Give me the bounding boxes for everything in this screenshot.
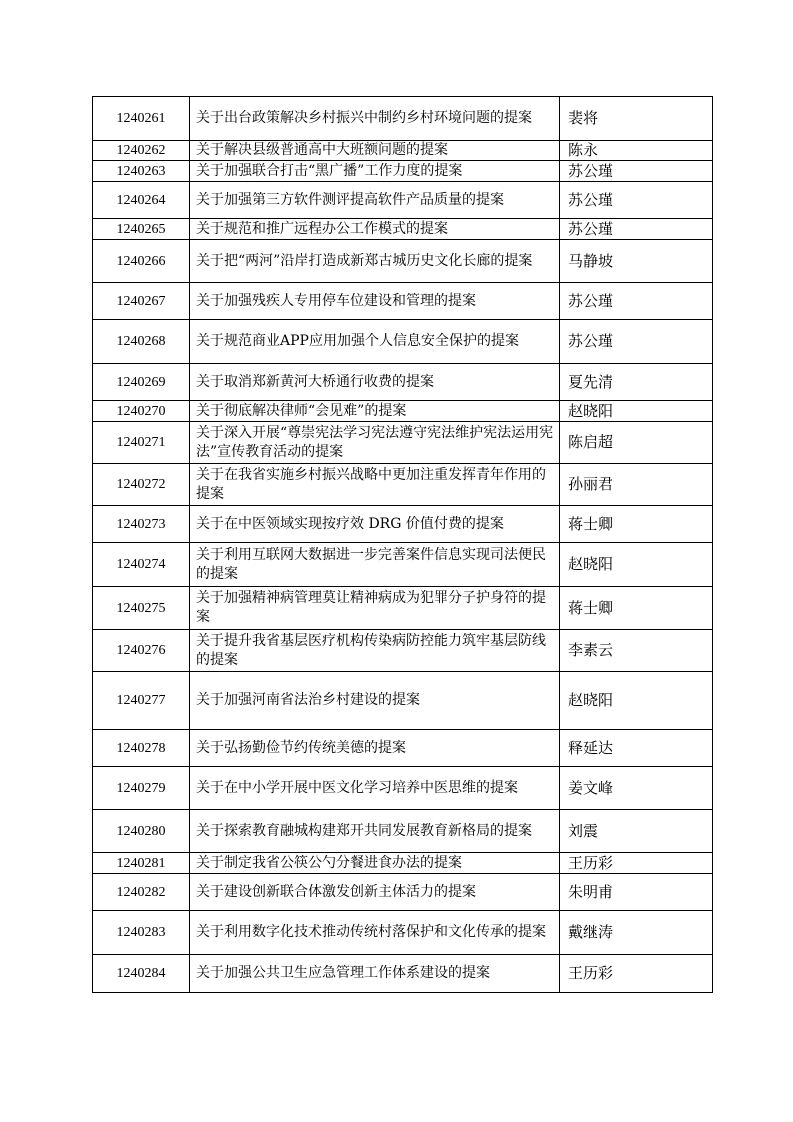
proposal-number: 1240265: [93, 219, 190, 240]
proposal-title: 关于弘扬勤俭节约传统美德的提案: [190, 730, 560, 767]
table-row: [93, 810, 713, 853]
proposer-name: 赵晓阳: [560, 672, 713, 730]
proposer-name: 苏公瑾: [560, 219, 713, 240]
proposal-number: 1240272: [93, 464, 190, 506]
proposer-name: 释延达: [560, 730, 713, 767]
table-row: [93, 874, 713, 911]
proposal-number: 1240262: [93, 141, 190, 161]
proposal-title: 关于探索教育融城构建郑开共同发展教育新格局的提案: [190, 810, 560, 853]
proposer-name: 陈启超: [560, 422, 713, 464]
proposal-title: 关于加强公共卫生应急管理工作体系建设的提案: [190, 955, 560, 993]
proposer-name: 赵晓阳: [560, 401, 713, 422]
table-row: [93, 955, 713, 993]
proposal-title: 关于规范和推广远程办公工作模式的提案: [190, 219, 560, 240]
proposal-title: 关于出台政策解决乡村振兴中制约乡村环境问题的提案: [190, 97, 560, 141]
proposal-number: 1240282: [93, 874, 190, 911]
proposal-title: 关于在我省实施乡村振兴战略中更加注重发挥青年作用的提案: [190, 464, 560, 506]
table-row: [93, 911, 713, 955]
proposal-title: 关于在中医领域实现按疗效 DRG 价值付费的提案: [190, 506, 560, 543]
proposal-number: 1240276: [93, 630, 190, 672]
proposal-title: 关于在中小学开展中医文化学习培养中医思维的提案: [190, 767, 560, 810]
proposal-number: 1240283: [93, 911, 190, 955]
table-row: [93, 219, 713, 240]
proposer-name: 蒋士卿: [560, 506, 713, 543]
proposer-name: 夏先清: [560, 364, 713, 401]
proposer-name: 王历彩: [560, 955, 713, 993]
proposer-name: 姜文峰: [560, 767, 713, 810]
proposal-table: [92, 96, 713, 993]
proposer-name: 苏公瑾: [560, 182, 713, 219]
table-row: [93, 283, 713, 320]
proposal-title: 关于建设创新联合体激发创新主体活力的提案: [190, 874, 560, 911]
table-row: [93, 182, 713, 219]
proposal-number: 1240269: [93, 364, 190, 401]
table-row: [93, 141, 713, 161]
proposer-name: 朱明甫: [560, 874, 713, 911]
proposer-name: 刘震: [560, 810, 713, 853]
proposal-number: 1240278: [93, 730, 190, 767]
table-row: [93, 767, 713, 810]
proposal-title: 关于利用互联网大数据进一步完善案件信息实现司法便民的提案: [190, 543, 560, 587]
table-row: [93, 97, 713, 141]
proposer-name: 王历彩: [560, 853, 713, 874]
table-row: [93, 364, 713, 401]
proposal-number: 1240263: [93, 161, 190, 182]
proposal-title: 关于解决县级普通高中大班额问题的提案: [190, 141, 560, 161]
proposer-name: 孙丽君: [560, 464, 713, 506]
proposer-name: 苏公瑾: [560, 283, 713, 320]
proposer-name: 陈永: [560, 141, 713, 161]
proposal-title: 关于加强联合打击“黑广播”工作力度的提案: [190, 161, 560, 182]
proposer-name: 蒋士卿: [560, 587, 713, 630]
table-row: [93, 853, 713, 874]
proposal-number: 1240261: [93, 97, 190, 141]
proposer-name: 马静坡: [560, 240, 713, 283]
table-row: [93, 630, 713, 672]
proposal-number: 1240267: [93, 283, 190, 320]
table-row: [93, 587, 713, 630]
table-row: [93, 401, 713, 422]
table-row: [93, 506, 713, 543]
proposer-name: 戴继涛: [560, 911, 713, 955]
table-row: [93, 422, 713, 464]
table-row: [93, 543, 713, 587]
proposal-title: 关于加强河南省法治乡村建设的提案: [190, 672, 560, 730]
proposal-title: 关于加强精神病管理莫让精神病成为犯罪分子护身符的提案: [190, 587, 560, 630]
proposal-number: 1240270: [93, 401, 190, 422]
proposal-number: 1240273: [93, 506, 190, 543]
proposal-number: 1240264: [93, 182, 190, 219]
proposal-number: 1240281: [93, 853, 190, 874]
proposal-title: 关于提升我省基层医疗机构传染病防控能力筑牢基层防线的提案: [190, 630, 560, 672]
proposal-number: 1240271: [93, 422, 190, 464]
proposer-name: 李素云: [560, 630, 713, 672]
proposal-title: 关于取消郑新黄河大桥通行收费的提案: [190, 364, 560, 401]
proposal-number: 1240266: [93, 240, 190, 283]
table-row: [93, 672, 713, 730]
table-row: [93, 320, 713, 364]
proposal-number: 1240284: [93, 955, 190, 993]
proposer-name: 裴将: [560, 97, 713, 141]
proposal-title: 关于加强第三方软件测评提高软件产品质量的提案: [190, 182, 560, 219]
proposal-title: 关于加强残疾人专用停车位建设和管理的提案: [190, 283, 560, 320]
proposer-name: 苏公瑾: [560, 320, 713, 364]
proposal-number: 1240279: [93, 767, 190, 810]
table-row: [93, 161, 713, 182]
proposer-name: 苏公瑾: [560, 161, 713, 182]
table-row: [93, 464, 713, 506]
proposal-title: 关于制定我省公筷公勺分餐进食办法的提案: [190, 853, 560, 874]
proposal-number: 1240280: [93, 810, 190, 853]
proposal-title: 关于彻底解决律师“会见难”的提案: [190, 401, 560, 422]
proposal-title: 关于规范商业APP应用加强个人信息安全保护的提案: [190, 320, 560, 364]
proposal-title: 关于利用数字化技术推动传统村落保护和文化传承的提案: [190, 911, 560, 955]
proposal-title: 关于把“两河”沿岸打造成新郑古城历史文化长廊的提案: [190, 240, 560, 283]
table-row: [93, 730, 713, 767]
proposer-name: 赵晓阳: [560, 543, 713, 587]
proposal-number: 1240277: [93, 672, 190, 730]
proposal-title: 关于深入开展“尊崇宪法学习宪法遵守宪法维护宪法运用宪法”宣传教育活动的提案: [190, 422, 560, 464]
proposal-number: 1240275: [93, 587, 190, 630]
proposal-number: 1240274: [93, 543, 190, 587]
table-row: [93, 240, 713, 283]
proposal-number: 1240268: [93, 320, 190, 364]
